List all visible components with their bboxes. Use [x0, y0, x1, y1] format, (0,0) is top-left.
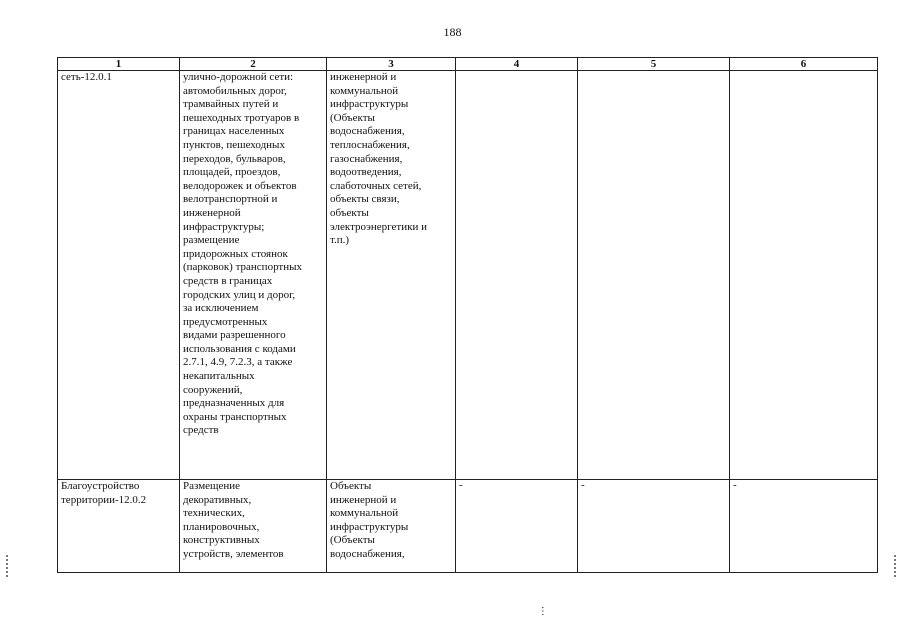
land-use-table: [57, 57, 878, 573]
cell-text-line: пунктов, пешеходных: [183, 138, 285, 151]
cell-text-line: декоративных,: [183, 493, 252, 506]
cell-text-line: Объекты: [330, 480, 372, 492]
table-row: [58, 71, 878, 480]
cell-text-line: газоснабжения,: [330, 152, 403, 165]
cell-text-line: т.п.): [330, 234, 350, 247]
cell-text-line: теплоснабжения,: [330, 138, 410, 151]
cell-text-line: конструктивных: [183, 534, 260, 547]
cell-text-line: территории-12.0.2: [61, 493, 147, 506]
cell-text-line: (парковок) транспортных: [183, 261, 303, 274]
cell-text-line: велотранспортной и: [183, 193, 278, 206]
column-header-4: 4: [456, 58, 578, 71]
cell-text-line: 2.7.1, 4.9, 7.2.3, а также: [183, 356, 293, 369]
scan-mark-right: [894, 555, 896, 579]
cell-land-use-description: [180, 480, 327, 573]
cell-text-line: использования с кодами: [183, 342, 296, 355]
cell-text-line: сеть-12.0.1: [61, 71, 112, 83]
cell-text-line: велодорожек и объектов: [183, 179, 297, 192]
cell-col5: -: [578, 480, 730, 573]
cell-land-use-name: [58, 71, 180, 480]
cell-text-line: площадей, проездов,: [183, 166, 281, 179]
table-header: [58, 58, 878, 71]
cell-text-line: (Объекты: [330, 111, 375, 124]
column-header-3: 3: [327, 58, 456, 71]
cell-text-line: инженерной и: [330, 493, 397, 506]
cell-text-line: средств: [183, 424, 219, 437]
cell-text-line: слаботочных сетей,: [330, 179, 422, 192]
cell-land-use-description: [180, 71, 327, 480]
cell-col6: [730, 71, 878, 480]
cell-text-line: инженерной и: [330, 71, 397, 83]
table-row: [58, 480, 878, 573]
column-header-1: 1: [58, 58, 180, 71]
header-row: [58, 58, 878, 71]
scan-mark-left: [6, 555, 8, 579]
cell-text-line: инфраструктуры: [330, 98, 409, 111]
cell-text-line: объекты: [330, 206, 369, 219]
cell-text-line: водоснабжения,: [330, 125, 405, 138]
cell-permitted-objects: [327, 71, 456, 480]
cell-text-line: объекты связи,: [330, 193, 400, 206]
page-number: 188: [443, 25, 462, 39]
cell-text-line: (Объекты: [330, 534, 375, 547]
cell-text-line: Размещение: [183, 480, 241, 492]
scan-artifact-mark: ⵗ: [541, 606, 545, 618]
cell-text-line: планировочных,: [183, 520, 260, 533]
cell-text-line: инженерной: [183, 206, 241, 219]
cell-text-line: пешеходных тротуаров в: [183, 111, 300, 124]
cell-text-line: границах населенных: [183, 125, 285, 138]
cell-text-line: водоотведения,: [330, 166, 402, 179]
cell-col4: [456, 71, 578, 480]
cell-text-line: улично-дорожной сети:: [183, 71, 294, 83]
cell-text-line: трамвайных путей и: [183, 98, 279, 111]
cell-col5: [578, 71, 730, 480]
cell-text-line: охраны транспортных: [183, 410, 287, 423]
cell-text-line: городских улиц и дорог,: [183, 288, 296, 301]
cell-land-use-name: [58, 480, 180, 573]
cell-text-line: коммунальной: [330, 507, 399, 520]
cell-text-line: технических,: [183, 507, 245, 520]
table-body: [58, 71, 878, 573]
cell-text-line: устройств, элементов: [183, 547, 284, 560]
cell-text-line: предусмотренных: [183, 315, 268, 328]
cell-col6: -: [730, 480, 878, 573]
cell-text-line: инфраструктуры: [330, 520, 409, 533]
column-header-5: 5: [578, 58, 730, 71]
cell-text-line: инфраструктуры;: [183, 220, 265, 233]
column-header-6: 6: [730, 58, 878, 71]
cell-permitted-objects: [327, 480, 456, 573]
column-header-2: 2: [180, 58, 327, 71]
cell-text-line: размещение: [183, 234, 240, 247]
cell-text-line: некапитальных: [183, 370, 255, 383]
cell-text-line: автомобильных дорог,: [183, 84, 287, 97]
cell-text-line: сооружений,: [183, 383, 243, 396]
cell-text-line: электроэнергетики и: [330, 220, 427, 233]
cell-text-line: средств в границах: [183, 274, 273, 287]
cell-text-line: за исключением: [183, 302, 259, 315]
cell-text-line: придорожных стоянок: [183, 247, 288, 260]
cell-text-line: предназначенных для: [183, 397, 285, 410]
cell-text-line: коммунальной: [330, 84, 399, 97]
cell-text-line: водоснабжения,: [330, 547, 405, 560]
cell-text-line: переходов, бульваров,: [183, 152, 286, 165]
cell-col4: -: [456, 480, 578, 573]
cell-text-line: видами разрешенного: [183, 329, 286, 342]
cell-text-line: Благоустройство: [61, 480, 140, 492]
